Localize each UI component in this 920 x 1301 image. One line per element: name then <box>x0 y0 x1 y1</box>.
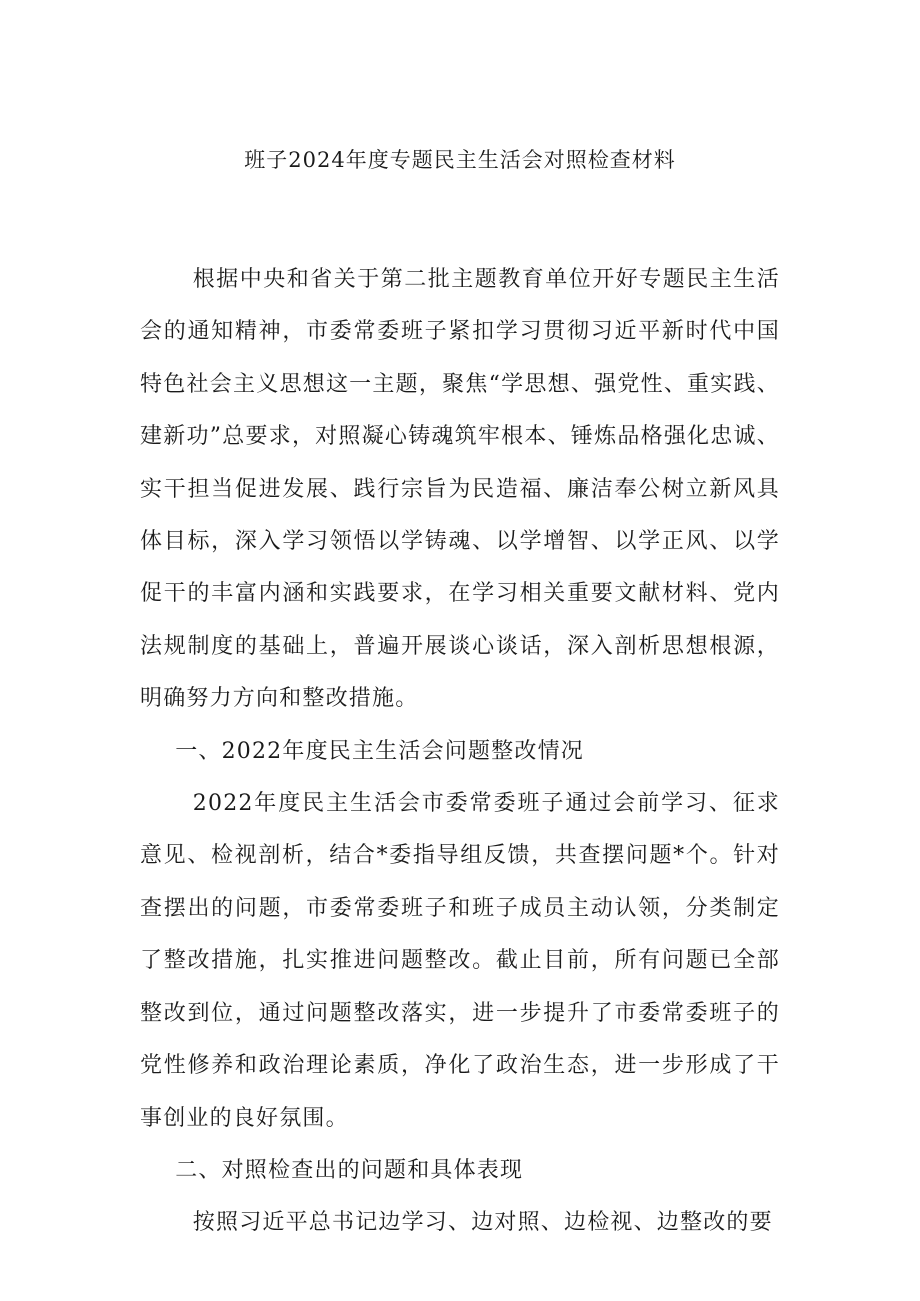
section-2-paragraph: 按照习近平总书记边学习、边对照、边检视、边整改的要 <box>192 1210 773 1236</box>
document-title: 班子2024年度专题民主生活会对照检查材料 <box>244 148 676 172</box>
section-heading-1: 一、2022年度民主生活会问题整改情况 <box>175 738 584 764</box>
section-1-paragraph: 2022年度民主生活会市委常委班子通过会前学习、征求意见、检视剖析，结合*委指导组反馈，共查摆问题*个。针对查摆出的问题，市委常委班子和班子成员主动认领，分类制定了整改措施，扎实推进问题整改。截止目前，所有问题已全部整改到位，通过问题整改落实，进一步提升了市委常委班子的党性修养和政治理论素质，净化了政治生态，进一步形成了干事创业的良好氛围。 <box>140 791 780 1131</box>
document-body <box>140 254 780 1250</box>
section-heading-2: 二、对照检查出的问题和具体表现 <box>175 1157 524 1183</box>
intro-paragraph: 根据中央和省关于第二批主题教育单位开好专题民主生活会的通知精神，市委常委班子紧扣学习贯彻习近平新时代中国特色社会主义思想这一主题，聚焦“学思想、强党性、重实践、建新功”总要求，对照凝心铸魂筑牢根本、锤炼品格强化忠诚、实干担当促进发展、践行宗旨为民造福、廉洁奉公树立新风具体目标，深入学习领悟以学铸魂、以学增智、以学正风、以学促干的丰富内涵和实践要求，在学习相关重要文献材料、党内法规制度的基础上，普遍开展谈心谈话，深入剖析思想根源，明确努力方向和整改措施。 <box>140 267 780 712</box>
